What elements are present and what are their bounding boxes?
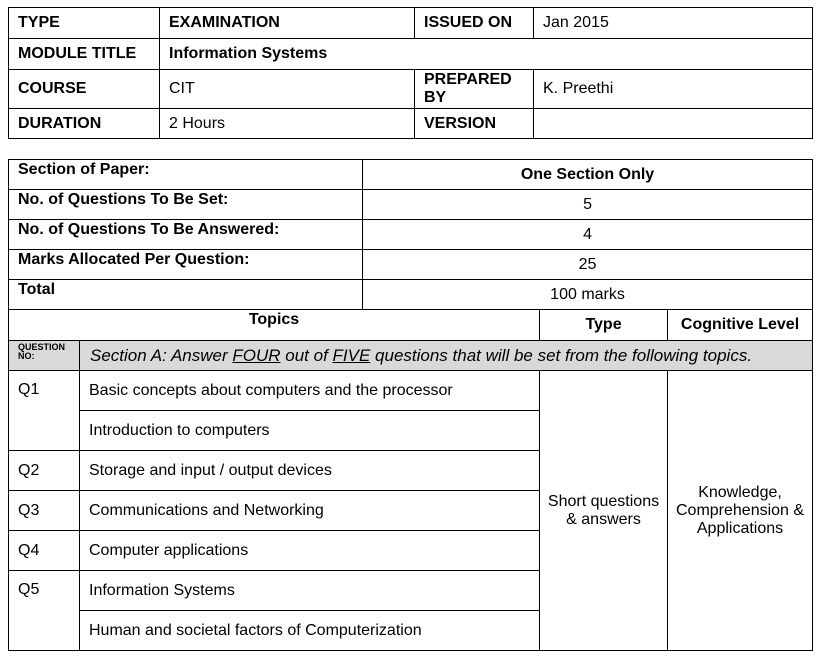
section-four: FOUR — [232, 345, 281, 365]
questions-answered-label: No. of Questions To Be Answered: — [9, 220, 363, 250]
topic-cell: Basic concepts about computers and the processor — [80, 371, 540, 411]
version-value — [534, 109, 813, 139]
spec-row — [9, 280, 813, 310]
topic-cell: Communications and Networking — [80, 491, 540, 531]
section-row — [9, 341, 813, 371]
cognitive-level-value: Knowledge, Comprehension & Applications — [668, 371, 813, 651]
table-row — [9, 371, 813, 411]
cognitive-level-column-header: Cognitive Level — [668, 310, 813, 341]
marks-per-question-value: 25 — [363, 250, 813, 280]
total-label: Total — [9, 280, 363, 310]
section-of-paper-value: One Section Only — [363, 160, 813, 190]
paper-spec-table — [8, 159, 813, 651]
spec-row — [9, 160, 813, 190]
duration-label: DURATION — [9, 109, 160, 139]
questions-set-value: 5 — [363, 190, 813, 220]
type-value: EXAMINATION — [160, 8, 415, 39]
prepared-by-label: PREPARED BY — [415, 70, 534, 109]
module-title-value: Information Systems — [160, 39, 813, 70]
question-number: Q1 — [9, 371, 80, 451]
topic-cell: Human and societal factors of Computerization — [80, 611, 540, 651]
topics-header-row — [9, 310, 813, 341]
question-number: Q3 — [9, 491, 80, 531]
duration-value: 2 Hours — [160, 109, 415, 139]
question-number: Q5 — [9, 571, 80, 651]
type-value: Short questions & answers — [540, 371, 668, 651]
topic-cell: Storage and input / output devices — [80, 451, 540, 491]
type-label: TYPE — [9, 8, 160, 39]
course-label: COURSE — [9, 70, 160, 109]
spec-row — [9, 220, 813, 250]
type-column-header: Type — [540, 310, 668, 341]
question-number: Q2 — [9, 451, 80, 491]
section-instruction — [80, 341, 813, 371]
exam-header-table — [8, 7, 813, 139]
total-value: 100 marks — [363, 280, 813, 310]
issued-on-value: Jan 2015 — [534, 8, 813, 39]
issued-on-label: ISSUED ON — [415, 8, 534, 39]
course-value: CIT — [160, 70, 415, 109]
topic-cell: Information Systems — [80, 571, 540, 611]
marks-per-question-label: Marks Allocated Per Question: — [9, 250, 363, 280]
section-middle: out of — [280, 345, 333, 365]
question-number: Q4 — [9, 531, 80, 571]
questions-set-label: No. of Questions To Be Set: — [9, 190, 363, 220]
section-suffix: questions that will be set from the following topics. — [370, 345, 753, 365]
spec-row — [9, 190, 813, 220]
topic-cell: Computer applications — [80, 531, 540, 571]
question-no-label: QUESTION NO: — [9, 341, 80, 371]
section-of-paper-label: Section of Paper: — [9, 160, 363, 190]
topic-cell: Introduction to computers — [80, 411, 540, 451]
version-label: VERSION — [415, 109, 534, 139]
prepared-by-value: K. Preethi — [534, 70, 813, 109]
section-five: FIVE — [332, 345, 371, 365]
module-title-label: MODULE TITLE — [9, 39, 160, 70]
spec-row — [9, 250, 813, 280]
topics-column-header: Topics — [9, 310, 540, 341]
questions-answered-value: 4 — [363, 220, 813, 250]
section-prefix: Section A: Answer — [90, 345, 233, 365]
